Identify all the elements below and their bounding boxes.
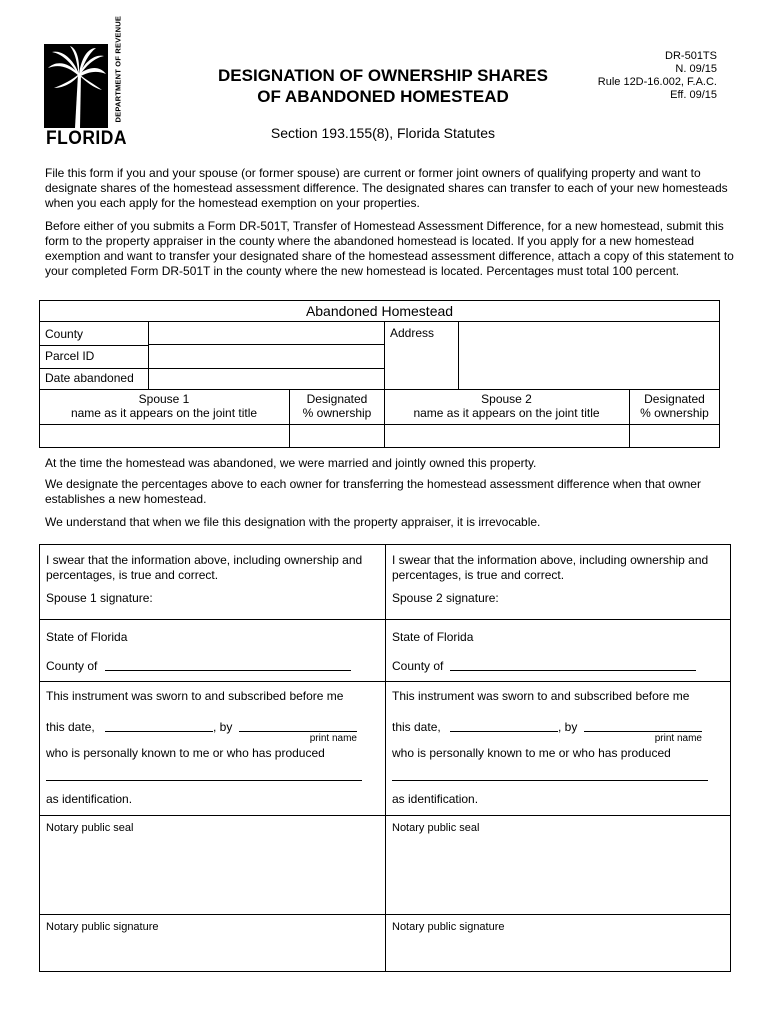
spouse1-header: Spouse 1 name as it appears on the joint title xyxy=(70,392,258,420)
spouse2-this-date-label: this date, xyxy=(392,720,441,734)
spouse1-as-id-label: as identification. xyxy=(46,792,133,806)
form-revision: N. 09/15 xyxy=(675,63,717,75)
parcel-id-input[interactable] xyxy=(148,344,385,369)
county-label: County xyxy=(45,327,84,341)
address-input[interactable] xyxy=(459,322,719,388)
spouse1-print-name-caption: print name xyxy=(309,733,357,744)
department-label: DEPARTMENT OF REVENUE xyxy=(113,15,123,123)
spouse2-notary-signature-label: Notary public signature xyxy=(392,921,505,933)
spouse1-county-of-field[interactable] xyxy=(105,670,351,671)
spouse1-signature-label: Spouse 1 signature: xyxy=(46,591,153,605)
spouse2-signature-label: Spouse 2 signature: xyxy=(392,591,499,605)
spouse2-oath: I swear that the information above, including ownership and percentages, is true and correct. xyxy=(392,553,709,582)
intro-paragraph-2: Before either of you submits a Form DR-501T, Transfer of Homestead Assessment Difference, for a new homestead, submit this form to the property appraiser in the county where the abandoned homestead is located. If you apply for a new homestead exemption and want to transfer your designated share of the homestead assessment difference, attach a copy of this statement to your completed Form DR-501T in the county where the new homestead is located. Percentages must total 100 percent. xyxy=(45,219,734,278)
spouse1-county-of-label: County of xyxy=(46,659,98,673)
spouse1-notary-seal-label: Notary public seal xyxy=(46,822,134,834)
spouse2-by-field[interactable] xyxy=(584,731,702,732)
spouse2-known-label: who is personally known to me or who has produced xyxy=(392,746,671,760)
form-title-line1: DESIGNATION OF OWNERSHIP SHARES xyxy=(218,66,548,85)
spouse2-percent-input[interactable] xyxy=(630,425,719,447)
parcel-id-label: Parcel ID xyxy=(45,349,95,363)
spouse2-name-input[interactable] xyxy=(385,425,629,447)
spouse1-notary-signature-field[interactable] xyxy=(40,938,384,970)
spouse2-by-label: , by xyxy=(558,720,578,734)
form-effective-date: Eff. 09/15 xyxy=(670,89,717,101)
spouse2-date-field[interactable] xyxy=(450,731,558,732)
spouse2-as-id-label: as identification. xyxy=(392,792,479,806)
spouse1-signature-field[interactable] xyxy=(186,588,376,614)
intro-paragraph-1: File this form if you and your spouse (or former spouse) are current or former joint owners of qualifying property and want to designate shares of the homestead assessment difference. The designated shares can transfer to each of your new homesteads when you each apply for the homestead exemption on your properties. xyxy=(45,166,728,210)
pct2-header: Designated % ownership xyxy=(640,392,709,420)
form-rule: Rule 12D-16.002, F.A.C. xyxy=(597,76,717,88)
statute-reference: Section 193.155(8), Florida Statutes xyxy=(270,125,496,141)
spouse2-state-label: State of Florida xyxy=(392,630,474,644)
spouse2-county-of-field[interactable] xyxy=(450,670,696,671)
form-id: DR-501TS xyxy=(665,50,717,62)
spouse1-by-label: , by xyxy=(213,720,233,734)
spouse1-identification-field[interactable] xyxy=(46,780,362,781)
form-title-line2: OF ABANDONED HOMESTEAD xyxy=(257,87,509,106)
spouse2-notary-signature-field[interactable] xyxy=(386,938,730,970)
spouse1-state-label: State of Florida xyxy=(46,630,128,644)
spouse1-name-input[interactable] xyxy=(40,425,288,447)
spouse2-county-of-label: County of xyxy=(392,659,444,673)
spouse1-by-field[interactable] xyxy=(239,731,357,732)
pct1-header: Designated % ownership xyxy=(302,392,372,420)
spouse1-known-label: who is personally known to me or who has produced xyxy=(46,746,325,760)
spouse1-this-date-label: this date, xyxy=(46,720,95,734)
spouse1-oath: I swear that the information above, including ownership and percentages, is true and correct. xyxy=(46,553,363,582)
spouse2-signature-field[interactable] xyxy=(520,588,720,614)
address-label: Address xyxy=(390,326,435,340)
spouse2-notary-seal-label: Notary public seal xyxy=(392,822,480,834)
county-input[interactable] xyxy=(148,321,385,345)
florida-wordmark: FLORIDA xyxy=(46,128,127,149)
statement-irrevocable: We understand that when we file this designation with the property appraiser, it is irrevocable. xyxy=(45,515,541,529)
spouse2-header: Spouse 2 name as it appears on the joint title xyxy=(413,392,600,420)
spouse2-sworn-label: This instrument was sworn to and subscribed before me xyxy=(392,689,690,703)
spouse2-identification-field[interactable] xyxy=(392,780,708,781)
spouse1-date-field[interactable] xyxy=(105,731,213,732)
table-heading: Abandoned Homestead xyxy=(305,303,454,319)
spouse1-notary-signature-label: Notary public signature xyxy=(46,921,159,933)
date-abandoned-input[interactable] xyxy=(148,368,385,390)
spouse2-print-name-caption: print name xyxy=(654,733,702,744)
spouse1-percent-input[interactable] xyxy=(290,425,384,447)
statement-married: At the time the homestead was abandoned, we were married and jointly owned this property. xyxy=(45,456,537,470)
spouse1-sworn-label: This instrument was sworn to and subscribed before me xyxy=(46,689,344,703)
statement-designate: We designate the percentages above to each owner for transferring the homestead assessment difference when that owner establishes a new homestead. xyxy=(45,477,701,506)
date-abandoned-label: Date abandoned xyxy=(45,371,134,385)
